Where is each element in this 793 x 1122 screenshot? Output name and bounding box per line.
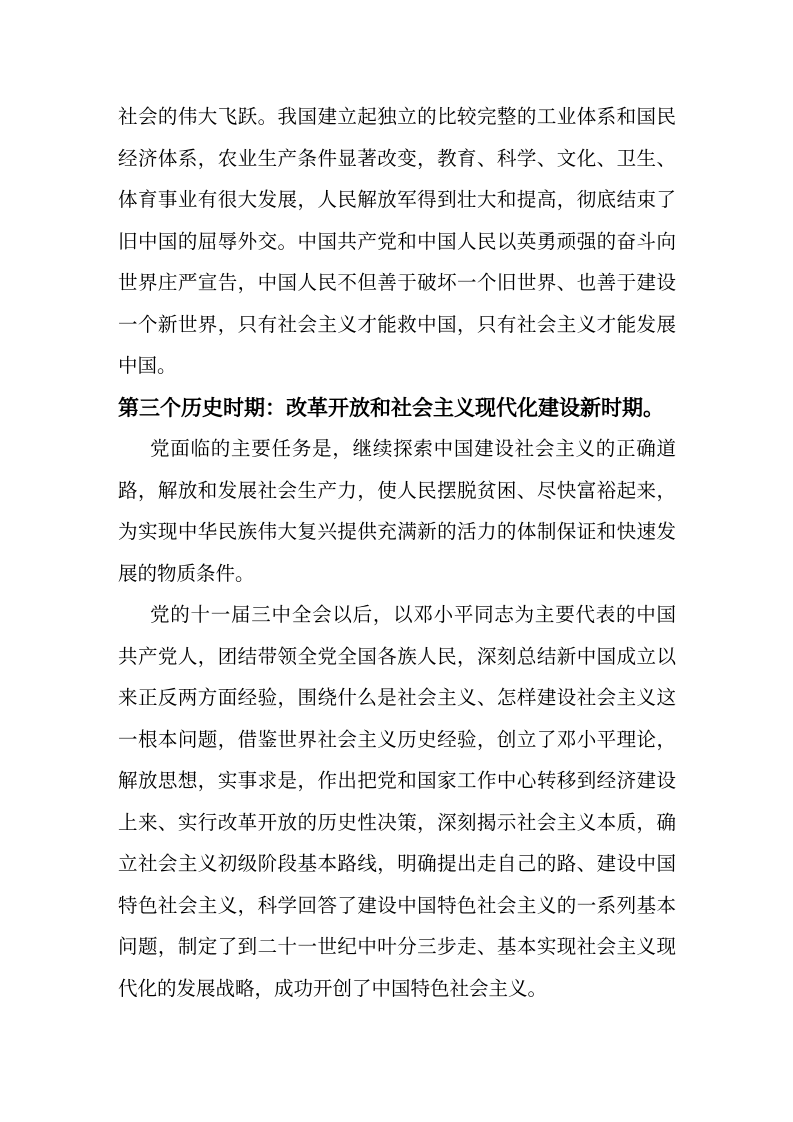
text-line: 展的物质条件。 [118,563,255,585]
text-line: 党的十一届三中全会以后，以邓小平同志为主要代表的中国 [150,605,676,626]
text-line: 特色社会主义，科学回答了建设中国特色社会主义的一系列基本 [118,895,676,917]
text-line: 为实现中华民族伟大复兴提供充满新的活力的体制保证和快速发 [118,522,676,543]
text-line: 体育事业有很大发展，人民解放军得到壮大和提高，彻底结束了 [118,190,676,211]
paragraph-main-tasks [118,429,676,595]
text-line: 上来、实行改革开放的历史性决策，深刻揭示社会主义本质，确 [118,812,676,834]
text-line: 立社会主义初级阶段基本路线，明确提出走自己的路、建设中国 [118,854,676,875]
text-line: 党面临的主要任务是，继续探索中国建设社会主义的正确道 [150,439,676,460]
section-heading-third-historical-period: 第三个历史时期：改革开放和社会主义现代化建设新时期。 [118,396,664,420]
text-line: 中国。 [118,356,177,377]
text-line: 代化的发展战略，成功开创了中国特色社会主义。 [118,978,548,1000]
text-line: 经济体系，农业生产条件显著改变，教育、科学、文化、卫生、 [118,148,676,170]
text-line: 世界庄严宣告，中国人民不但善于破坏一个旧世界、也善于建设 [118,273,676,294]
text-line: 来正反两方面经验，围绕什么是社会主义、怎样建设社会主义这 [118,688,676,709]
text-line: 路，解放和发展社会生产力，使人民摆脱贫困、尽快富裕起来， [118,480,676,502]
text-line: 社会的伟大飞跃。我国建立起独立的比较完整的工业体系和国民 [118,107,676,128]
text-line: 共产党人，团结带领全党全国各族人民，深刻总结新中国成立以 [118,646,676,668]
paragraph-third-plenary-session [118,595,676,1010]
text-line: 一根本问题，借鉴世界社会主义历史经验，创立了邓小平理论， [118,729,676,751]
text-line: 问题，制定了到二十一世纪中叶分三步走、基本实现社会主义现 [118,937,676,958]
text-line: 一个新世界，只有社会主义才能救中国，只有社会主义才能发展 [118,314,676,336]
paragraph-continued-from-previous-page [118,97,676,388]
text-line: 旧中国的屈辱外交。中国共产党和中国人民以英勇顽强的奋斗向 [118,231,676,253]
text-line: 解放思想，实事求是，作出把党和国家工作中心转移到经济建设 [118,771,676,792]
